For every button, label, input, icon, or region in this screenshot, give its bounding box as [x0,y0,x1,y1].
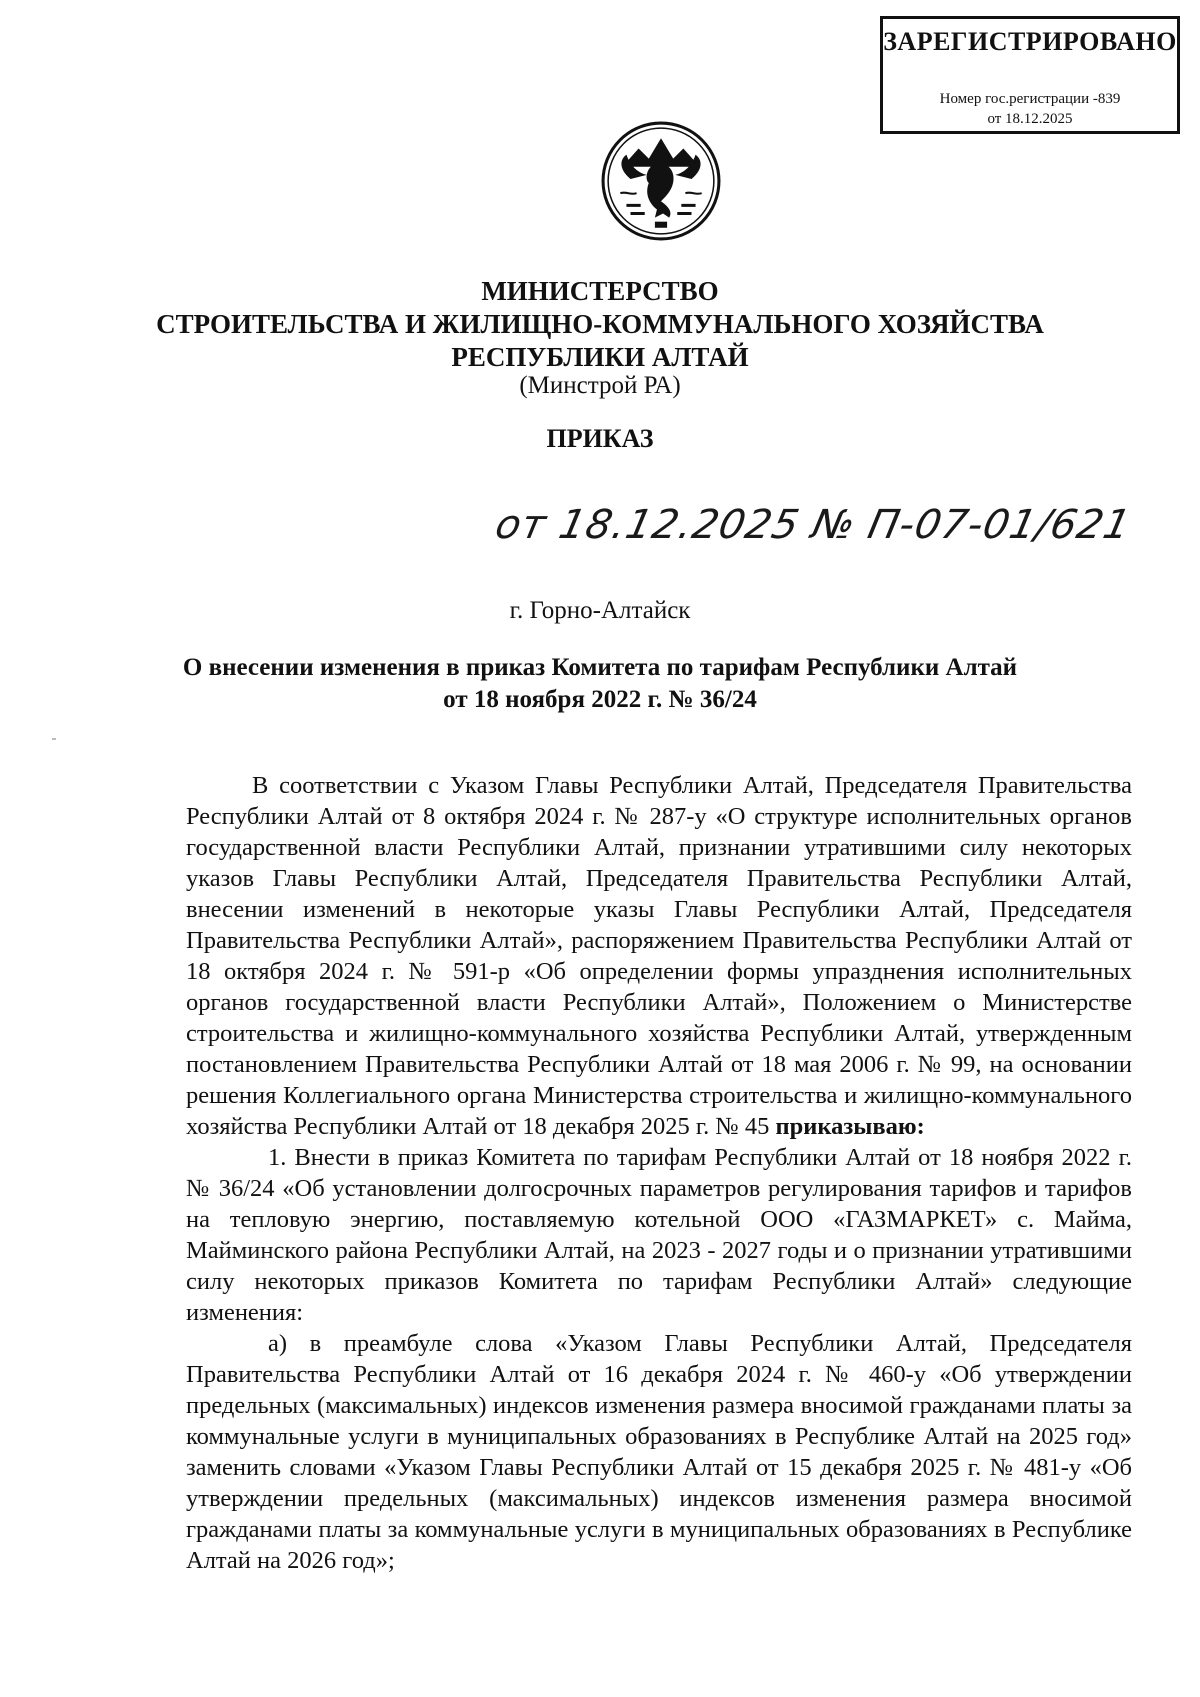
preamble-paragraph [186,770,1132,1142]
scan-speck [52,738,56,740]
registration-stamp [880,16,1180,134]
ministry-line: РЕСПУБЛИКИ АЛТАЙ [451,342,749,372]
document-type-title: ПРИКАЗ [546,424,654,453]
stamp-title: ЗАРЕГИСТРИРОВАНО [883,27,1177,56]
handwritten-order-number: от 18.12.2025 № П-07-01/621 [491,502,1136,548]
ministry-abbreviation: (Минстрой РА) [519,372,681,399]
preamble-text: В соответствии с Указом Главы Республики Алтай, Председателя Правительства Республики Алтай от 8 октября 2024 г. № 287-у «О структуре исполнительных органов государственной власти Республики Алтай, признании утратившими силу некоторых указов Главы Республики Алтай, Председателя Правительства Республики Алтай, внесении изменений в некоторые указы Главы Республики Алтай, Председателя Правительства Республики Алтай», распоряжением Правительства Республики Алтай от 18 октября 2024 г. № 591-р «Об определении формы упразднения исполнительных органов государственной власти Республики Алтай», Положением о Министерстве строительства и жилищно-коммунального хозяйства Республики Алтай, утвержденным постановлением Правительства Республики Алтай от 18 мая 2006 г. № 99, на основании решения Коллегиального органа Министерства строительства и жилищно-коммунального хозяйства Республики Алтай от 18 декабря 2025 г. № 45 [186,772,1132,1140]
stamp-registration-date: от 18.12.2025 [987,111,1073,127]
republic-altai-emblem-icon [600,120,722,242]
subject-line: от 18 ноября 2022 г. № 36/24 [443,686,757,713]
item-1a-paragraph: а) в преамбуле слова «Указом Главы Республики Алтай, Председателя Правительства Республики Алтай от 16 декабря 2024 г. № 460-у «Об утверждении предельных (максимальных) индексов изменения размера вносимой гражданами платы за коммунальные услуги в муниципальных образованиях в Республике Алтай на 2025 год» заменить словами «Указом Главы Республики Алтай от 15 декабря 2025 г. № 481-у «Об утверждении предельных (максимальных) индексов изменения размера вносимой гражданами платы за коммунальные услуги в муниципальных образованиях в Республике Алтай на 2026 год»; [186,1330,1132,1574]
subject-line: О внесении изменения в приказ Комитета по тарифам Республики Алтай [182,654,1018,681]
document-body [186,770,1132,1576]
stamp-registration-number: Номер гос.регистрации -839 [939,91,1121,107]
preamble-command: приказываю: [775,1113,925,1140]
ministry-line: МИНИСТЕРСТВО [481,276,719,306]
city-line: г. Горно-Алтайск [509,597,691,624]
ministry-line: СТРОИТЕЛЬСТВА И ЖИЛИЩНО-КОММУНАЛЬНОГО ХОЗЯЙСТВА [156,309,1044,339]
ministry-name [120,275,1080,374]
order-subject [120,652,1080,716]
item-1-paragraph: 1. Внести в приказ Комитета по тарифам Республики Алтай от 18 ноября 2022 г. № 36/24 «Об установлении долгосрочных параметров регулирования тарифов и тарифов на тепловую энергию, поставляемую котельной ООО «ГАЗМАРКЕТ» с. Майма, Майминского района Республики Алтай, на 2023 - 2027 годы и о признании утратившими силу некоторых приказов Комитета по тарифам Республики Алтай» следующие изменения: [186,1144,1132,1326]
